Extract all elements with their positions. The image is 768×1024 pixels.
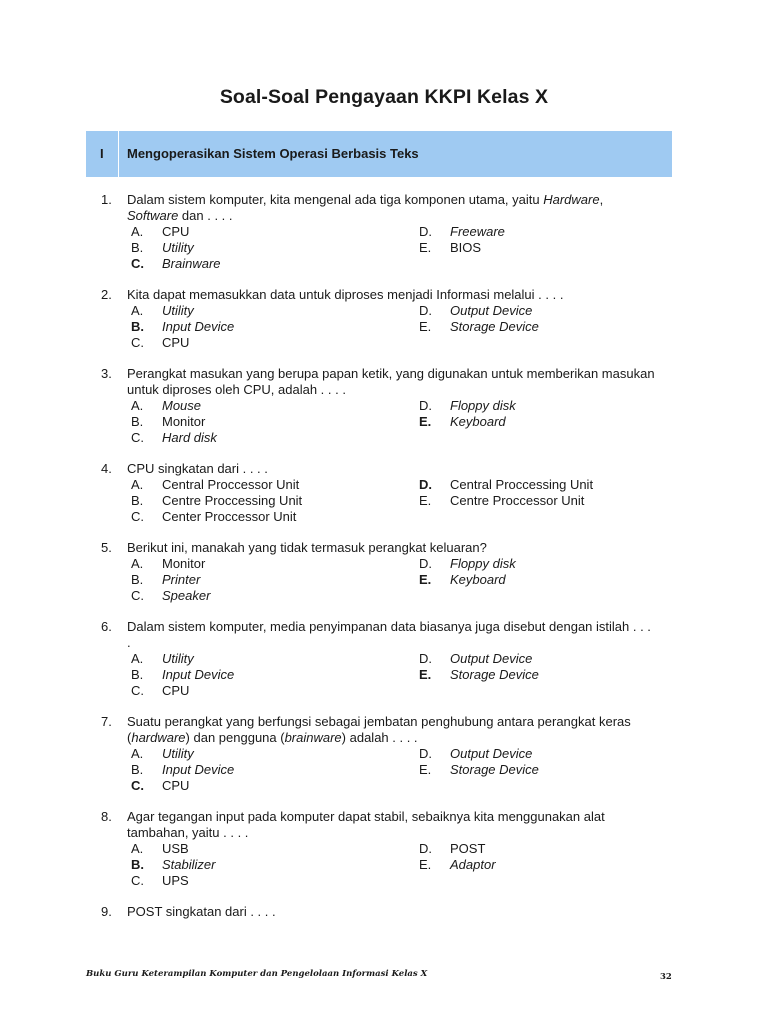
answer-options [127,303,667,351]
option-letter: A. [131,651,144,666]
question-text-run: ) dan pengguna ( [185,730,285,745]
question-text-italic: brainware [284,730,342,745]
option-text: Output Device [450,746,533,761]
answer-option [415,667,667,683]
option-letter: E. [419,857,432,872]
option-letter: A. [131,303,144,318]
question-number: 6. [101,619,112,634]
option-text: Centre Proccessor Unit [450,493,585,508]
answer-option [127,778,415,794]
option-text: UPS [162,873,189,888]
question-text [127,287,657,303]
option-text: Brainware [162,256,221,271]
option-text: Adaptor [450,857,496,872]
question-text [127,714,657,746]
option-letter: A. [131,556,144,571]
question-text [127,461,657,477]
option-letter: D. [419,224,432,239]
option-text: Speaker [162,588,211,603]
question-text-run: Perangkat masukan yang berupa papan ketik, yang digunakan untuk memberikan masukan untuk diproses oleh CPU, adalah . . . . [127,366,655,397]
option-text: Central Proccessing Unit [450,477,594,492]
option-text: CPU [162,224,190,239]
question-item [0,287,768,351]
question-item [0,540,768,604]
option-letter: B. [131,857,144,872]
option-letter: E. [419,240,432,255]
option-text: Hard disk [162,430,217,445]
answer-options [127,556,667,604]
answer-option [415,398,667,414]
question-text-run: POST singkatan dari . . . . [127,904,276,919]
section-title: Mengoperasikan Sistem Operasi Berbasis Teks [127,146,419,161]
question-number: 4. [101,461,112,476]
option-letter: A. [131,224,144,239]
answer-options [127,224,667,272]
footer-book-title: Buku Guru Keterampilan Komputer dan Pengelolaan Informasi Kelas X [86,969,428,979]
answer-options [127,398,667,446]
question-item [0,192,768,272]
answer-option [127,762,415,778]
section-header [86,131,672,177]
option-letter: E. [419,493,432,508]
answer-option [127,256,415,272]
answer-option [127,398,415,414]
question-text [127,904,657,920]
option-text: Output Device [450,303,533,318]
question-text-run: Kita dapat memasukkan data untuk diproses menjadi Informasi melalui . . . . [127,287,564,302]
option-text: USB [162,841,189,856]
question-number: 3. [101,366,112,381]
option-text: Storage Device [450,667,539,682]
option-letter: D. [419,746,432,761]
option-letter: B. [131,572,144,587]
option-text: Monitor [162,556,206,571]
question-number: 1. [101,192,112,207]
question-item [0,904,768,920]
option-text: Freeware [450,224,505,239]
section-divider [118,131,119,177]
question-text-italic: Software [127,208,179,223]
answer-option [127,240,415,256]
answer-option [415,477,667,493]
question-text-run: Dalam sistem komputer, kita mengenal ada tiga komponen utama, yaitu [127,192,544,207]
option-letter: A. [131,398,144,413]
answer-option [415,762,667,778]
option-text: Stabilizer [162,857,216,872]
answer-option [127,873,415,889]
option-text: Centre Proccessing Unit [162,493,303,508]
option-letter: A. [131,477,144,492]
answer-option [127,335,415,351]
question-text-run: Suatu perangkat yang berfungsi sebagai jembatan penghubung antara perangkat keras ( [127,714,631,745]
option-text: CPU [162,778,190,793]
option-letter: E. [419,414,432,429]
page-number: 32 [660,972,672,982]
answer-option [415,857,667,873]
answer-option [415,319,667,335]
answer-option [415,841,667,857]
option-text: Central Proccessor Unit [162,477,300,492]
option-letter: B. [131,319,144,334]
question-item [0,461,768,525]
option-letter: E. [419,572,432,587]
question-item [0,809,768,889]
answer-option [127,493,415,509]
answer-option [127,588,415,604]
answer-option [127,224,415,240]
question-text-run: Dalam sistem komputer, media penyimpanan data biasanya juga disebut dengan istilah . . . . [127,619,651,650]
question-item [0,619,768,699]
option-letter: B. [131,762,144,777]
option-text: Floppy disk [450,556,516,571]
option-letter: B. [131,240,144,255]
option-text: Utility [162,746,194,761]
option-text: Input Device [162,319,235,334]
answer-option [127,841,415,857]
answer-option [127,683,415,699]
answer-option [127,509,415,525]
option-text: Input Device [162,667,235,682]
question-item [0,366,768,446]
option-letter: C. [131,683,144,698]
question-text-run: Agar tegangan input pada komputer dapat stabil, sebaiknya kita menggunakan alat tambahan, yaitu . . . . [127,809,605,840]
question-number: 2. [101,287,112,302]
answer-option [415,240,667,256]
option-text: Storage Device [450,319,539,334]
option-text: Printer [162,572,201,587]
answer-option [415,224,667,240]
question-text-run: dan . . . . [178,208,233,223]
option-letter: E. [419,762,432,777]
answer-option [127,556,415,572]
option-letter: E. [419,667,432,682]
answer-option [415,556,667,572]
answer-option [415,414,667,430]
answer-options [127,841,667,889]
option-letter: A. [131,841,144,856]
option-letter: C. [131,873,144,888]
answer-option [127,667,415,683]
option-text: Output Device [450,651,533,666]
option-text: Keyboard [450,572,506,587]
option-letter: C. [131,430,144,445]
option-letter: C. [131,335,144,350]
option-text: Keyboard [450,414,506,429]
section-number: I [100,146,104,161]
question-text-run: Berikut ini, manakah yang tidak termasuk perangkat keluaran? [127,540,487,555]
option-letter: D. [419,556,432,571]
option-text: Utility [162,240,194,255]
option-text: Utility [162,651,194,666]
option-text: Mouse [162,398,202,413]
option-letter: C. [131,256,144,271]
question-text [127,366,657,398]
question-text [127,809,657,841]
option-text: BIOS [450,240,482,255]
answer-option [127,414,415,430]
option-letter: C. [131,778,144,793]
option-letter: A. [131,746,144,761]
answer-option [415,651,667,667]
option-text: CPU [162,335,190,350]
answer-option [127,572,415,588]
option-letter: E. [419,319,432,334]
question-number: 9. [101,904,112,919]
page-title: Soal-Soal Pengayaan KKPI Kelas X [219,86,549,108]
answer-option [127,651,415,667]
option-letter: D. [419,398,432,413]
option-text: Monitor [162,414,206,429]
answer-option [127,477,415,493]
option-text: Floppy disk [450,398,516,413]
option-letter: D. [419,303,432,318]
option-text: Center Proccessor Unit [162,509,297,524]
answer-options [127,651,667,699]
answer-option [415,493,667,509]
question-text-run: CPU singkatan dari . . . . [127,461,268,476]
answer-options [127,746,667,794]
option-letter: B. [131,414,144,429]
answer-option [127,430,415,446]
question-number: 8. [101,809,112,824]
question-number: 5. [101,540,112,555]
question-text [127,540,657,556]
question-text-run: , [599,192,604,207]
option-text: Storage Device [450,762,539,777]
question-text-italic: Hardware [543,192,600,207]
answer-option [127,303,415,319]
option-letter: D. [419,841,432,856]
question-text [127,619,657,651]
question-text-run: ) adalah . . . . [341,730,418,745]
answer-option [127,857,415,873]
question-text [127,192,657,224]
answer-option [415,303,667,319]
option-letter: D. [419,477,432,492]
question-item [0,714,768,794]
answer-options [127,477,667,525]
option-letter: B. [131,667,144,682]
option-text: Utility [162,303,194,318]
option-text: POST [450,841,486,856]
question-text-italic: hardware [131,730,186,745]
question-list [0,192,768,935]
option-text: CPU [162,683,190,698]
answer-option [127,319,415,335]
answer-option [415,572,667,588]
answer-option [127,746,415,762]
answer-option [415,746,667,762]
option-letter: D. [419,651,432,666]
option-letter: C. [131,588,144,603]
question-number: 7. [101,714,112,729]
option-letter: B. [131,493,144,508]
option-text: Input Device [162,762,235,777]
option-letter: C. [131,509,144,524]
